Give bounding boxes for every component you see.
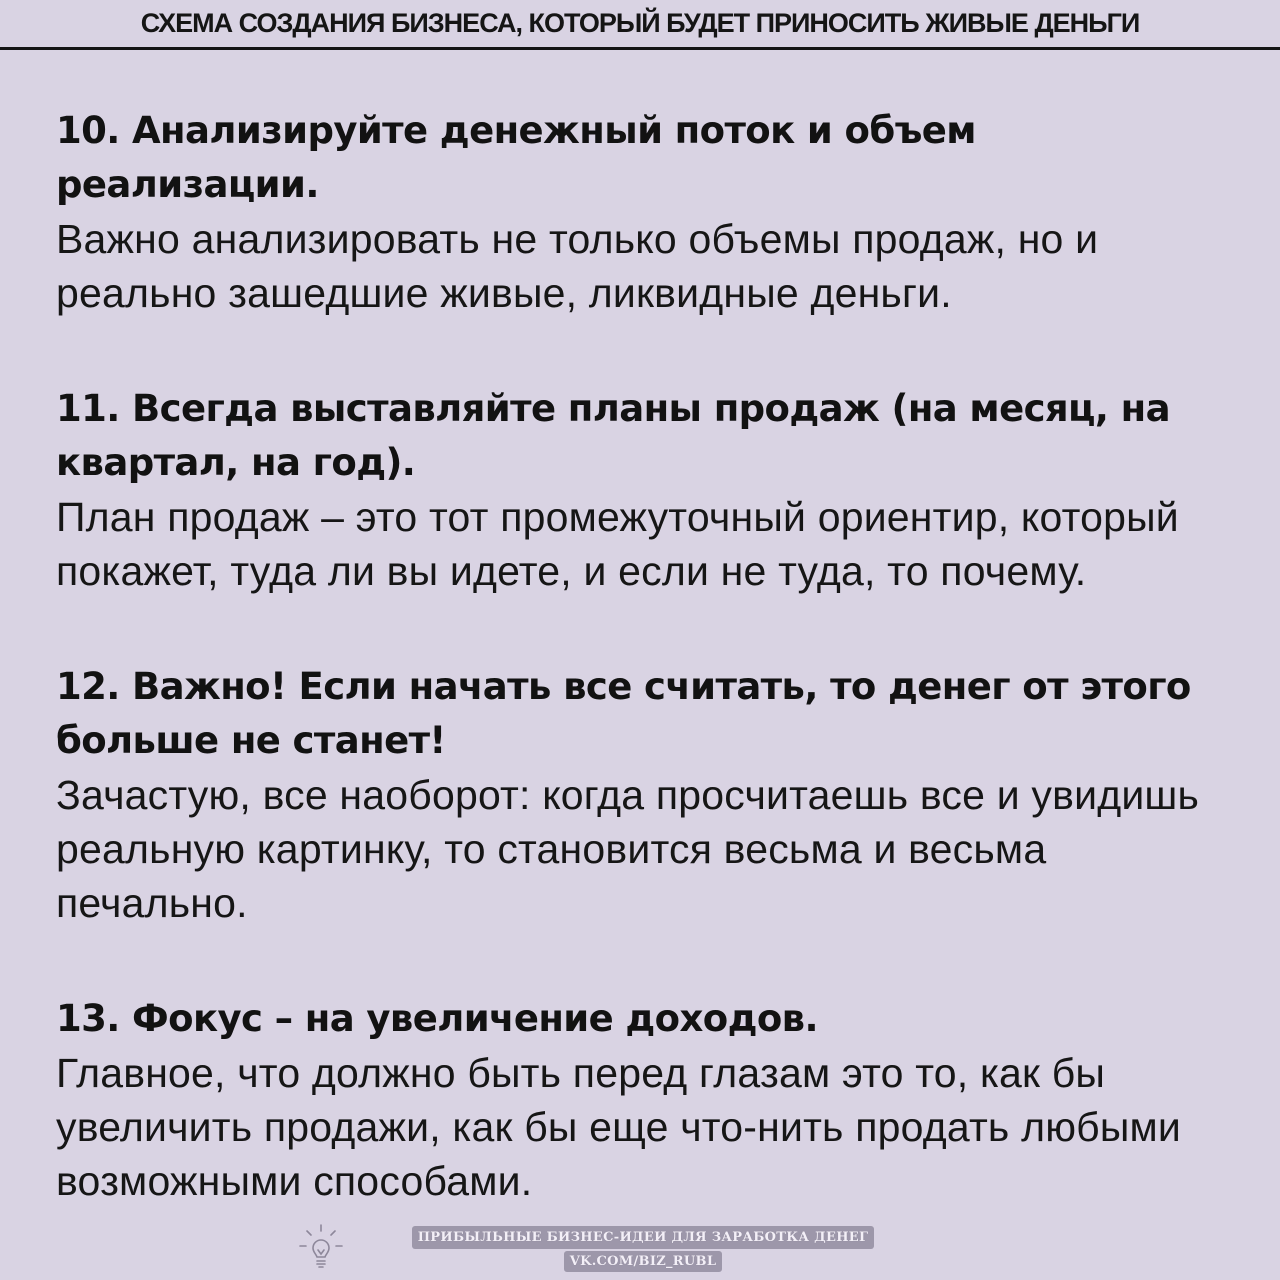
lightbulb-icon	[296, 1222, 346, 1274]
section-12	[56, 660, 1236, 930]
page-title: СХЕМА СОЗДАНИЯ БИЗНЕСА, КОТОРЫЙ БУДЕТ ПРИНОСИТЬ ЖИВЫЕ ДЕНЬГИ	[140, 8, 1140, 38]
section-heading: 10. Анализируйте денежный поток и объем реализации.	[56, 109, 976, 206]
header	[0, 0, 1280, 48]
section-body: План продаж – это тот промежуточный ориентир, который покажет, туда ли вы идете, и если не туда, то почему.	[56, 494, 1179, 594]
footer-link[interactable]: VK.COM/BIZ_RUBL	[564, 1251, 723, 1272]
section-body: Зачастую, все наоборот: когда просчитаешь все и увидишь реальную картинку, то становится весьма и весьма печально.	[56, 772, 1200, 926]
footer-watermark	[296, 1222, 936, 1274]
main-content	[56, 104, 1236, 1208]
section-heading: 11. Всегда выставляйте планы продаж (на месяц, на квартал, на год).	[56, 387, 1170, 484]
section-13	[56, 992, 1236, 1208]
header-divider	[0, 47, 1280, 50]
footer-slogan: ПРИБЫЛЬНЫЕ БИЗНЕС-ИДЕИ ДЛЯ ЗАРАБОТКА ДЕНЕГ	[412, 1226, 875, 1249]
section-heading: 12. Важно! Если начать все считать, то денег от этого больше не станет!	[56, 665, 1191, 762]
section-body: Важно анализировать не только объемы продаж, но и реально зашедшие живые, ликвидные деньги.	[56, 216, 1099, 316]
section-10	[56, 104, 1236, 320]
section-body: Главное, что должно быть перед глазам это то, как бы увеличить продажи, как бы еще что-нить продать любыми возможными способами.	[56, 1050, 1181, 1204]
section-heading: 13. Фокус – на увеличение доходов.	[56, 997, 818, 1040]
section-11	[56, 382, 1236, 598]
footer-caption	[358, 1226, 928, 1272]
